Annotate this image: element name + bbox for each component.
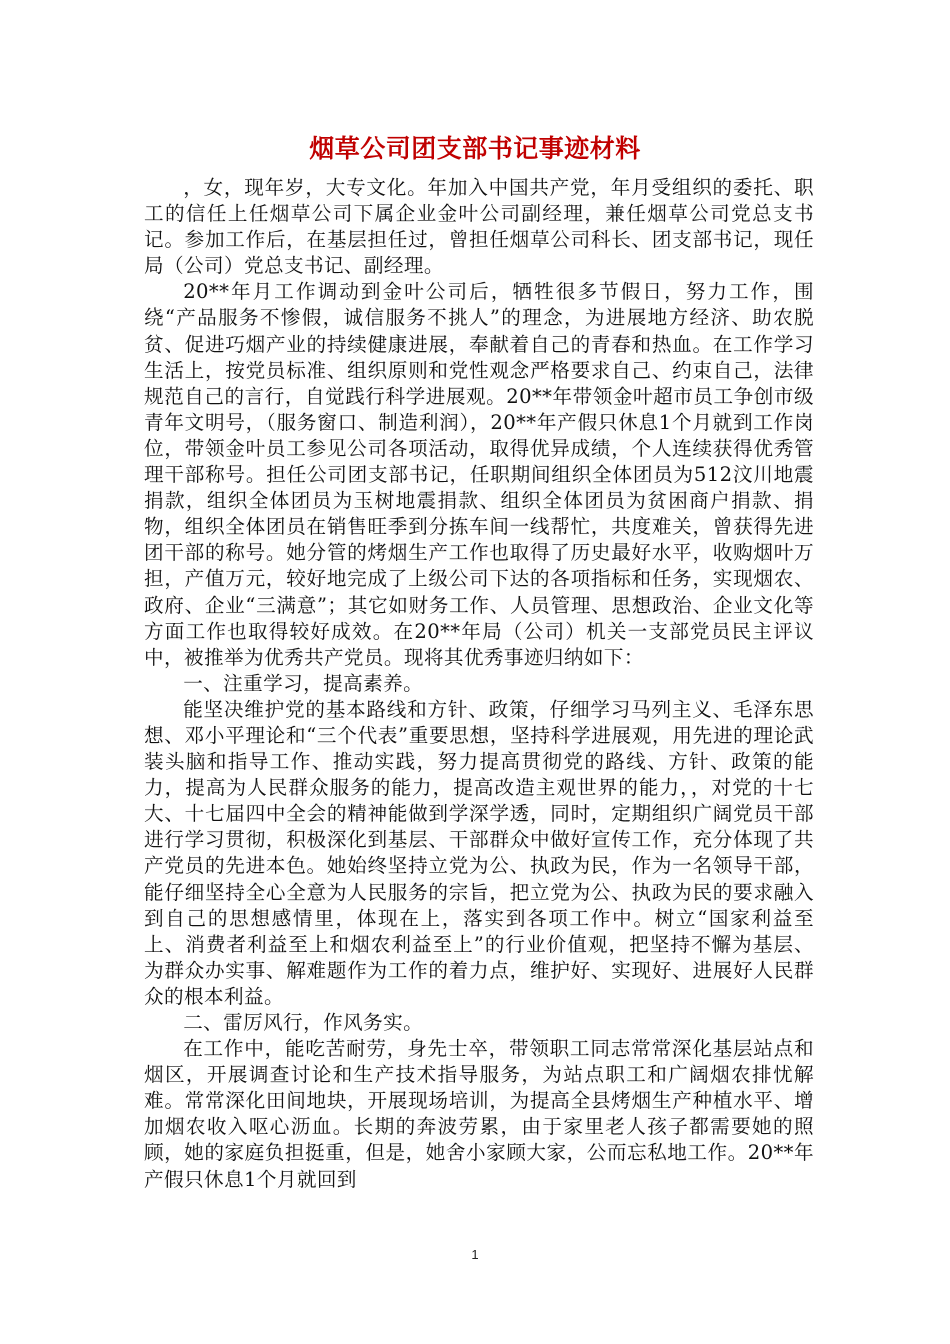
paragraph-work-history: 20**年月工作调动到金叶公司后，牺牲很多节假日，努力工作，围绕“产品服务不惨假，诚信服务不挑人”的理念，为进展地方经济、助农脱贫、促进巧烟产业的持续健康进展，奉献着自己的青春和热血。在工作学习生活上，按党员标准、组织原则和党性观念严格要求自己、约束自己，法律规范自己的言行，自觉践行科学进展观。20**年带领金叶超市员工争创市级青年文明号，（服务窗口、制造利润），20**年产假只休息1个月就到工作岗位，带领金叶员工参见公司各项活动，取得优异成绩，个人连续获得优秀管理干部称号。担任公司团支部书记，任职期间组织全体团员为512汶川地震捐款，组织全体团员为玉树地震捐款、组织全体团员为贫困商户捐款、捐物，组织全体团员在销售旺季到分拣车间一线帮忙，共度难关，曾获得先进团干部的称号。她分管的烤烟生产工作也取得了历史最好水平，收购烟叶万担，产值万元，较好地完成了上级公司下达的各项指标和任务，实现烟农、政府、企业“三满意”；其它如财务工作、人员管理、思想政治、企业文化等方面工作也取得较好成效。在20**年局（公司）机关一支部党员民主评议中，被推举为优秀共产党员。现将其优秀事迹归纳如下： (144, 280, 814, 669)
document-title: 烟草公司团支部书记事迹材料 (309, 134, 641, 163)
paragraph-work-style: 在工作中，能吃苦耐劳，身先士卒，带领职工同志常常深化基层站点和烟区，开展调查讨论和生产技术指导服务，为站点职工和广阔烟农排忧解难。常常深化田间地块，开展现场培训，为提高全县烤烟生产种植水平、增加烟农收入呕心沥血。长期的奔波劳累，由于家里老人孩子都需要她的照顾，她的家庭负担挺重，但是，她舍小家顾大家，公而忘私地工作。20**年产假只休息1个月就回到 (144, 1037, 814, 1191)
section-heading-study: 一、注重学习，提高素养。 (183, 671, 424, 695)
document-body (144, 175, 814, 1193)
section-heading-work-style: 二、雷厉风行，作风务实。 (183, 1011, 424, 1034)
page-number: 1 (471, 1247, 479, 1262)
paragraph-study: 能坚决维护党的基本路线和方针、政策，仔细学习马列主义、毛泽东思想、邓小平理论和“三个代表”重要思想，坚持科学进展观，用先进的理论武装头脑和指导工作、推动实践，努力提高贯彻党的路线、方针、政策的能力，提高为人民群众服务的能力，提高改造主观世界的能力，，对党的十七大、十七届四中全会的精神能做到学深学透，同时，定期组织广阔党员干部进行学习贯彻，积极深化到基层、干部群众中做好宣传工作，充分体现了共产党员的先进本色。她始终坚持立党为公、执政为民，作为一名领导干部，能仔细坚持全心全意为人民服务的宗旨，把立党为公、执政为民的要求融入到自己的思想感情里，体现在上，落实到各项工作中。树立“国家利益至上、消费者利益至上和烟农利益至上”的行业价值观，把坚持不懈为基层、为群众办实事、解难题作为工作的着力点，维护好、实现好、进展好人民群众的根本利益。 (144, 697, 814, 1008)
paragraph-intro: ，女，现年岁，大专文化。年加入中国共产党，年月受组织的委托、职工的信任上任烟草公司下属企业金叶公司副经理，兼任烟草公司党总支书记。参加工作后，在基层担任过，曾担任烟草公司科长、团支部书记，现任局（公司）党总支书记、副经理。 (144, 176, 814, 278)
